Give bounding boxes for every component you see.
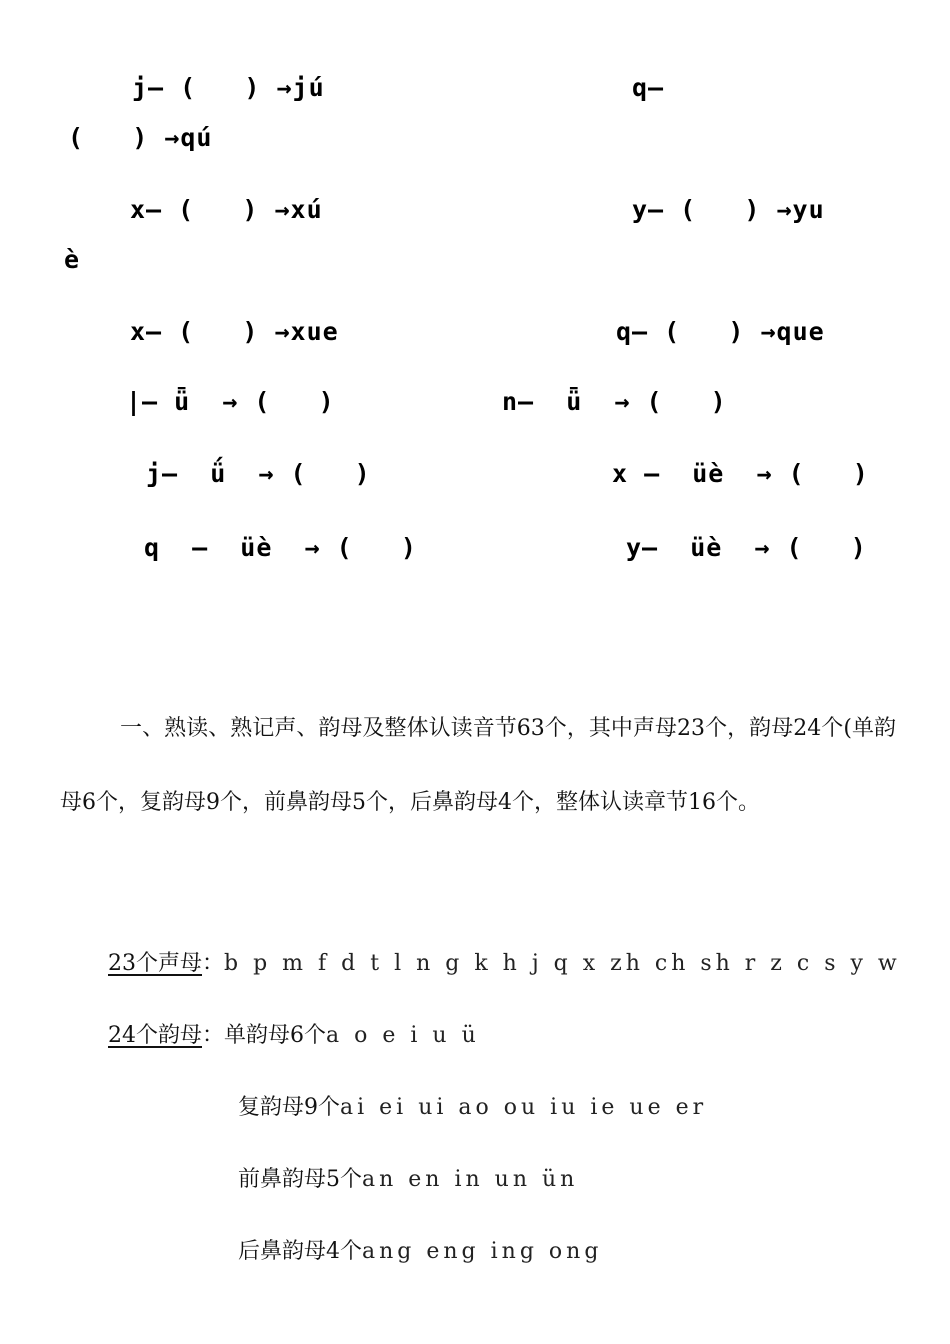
compound-finals-label: 复韵母9个	[238, 1095, 340, 1120]
exercise-1-right: q—	[632, 73, 665, 102]
exercise-4-left: |— ǖ → ( )	[126, 387, 335, 416]
exercise-6-left: q — üè → ( )	[144, 533, 417, 562]
finals-row	[108, 1020, 480, 1052]
compound-finals-row	[238, 1092, 707, 1124]
initials-label: 23个声母	[108, 951, 202, 976]
exercise-5-left: j— ǘ → ( )	[146, 459, 371, 488]
front-nasal-finals-row	[238, 1164, 578, 1196]
exercise-1-continuation: ( ) →qú	[68, 123, 213, 152]
exercise-2-right: y— ( ) →yu	[632, 195, 825, 224]
exercise-5-right: x — üè → ( )	[612, 459, 869, 488]
exercise-3-left: x— ( ) →xue	[130, 317, 339, 346]
back-nasal-finals-label: 后鼻韵母4个	[238, 1239, 362, 1264]
compound-finals-letters: ai ei ui ao ou iu ie ue er	[340, 1095, 708, 1120]
initials-letters: b p m f d t l n g k h j q x zh ch sh r z c s y w	[224, 951, 901, 976]
front-nasal-finals-letters: an en in un ün	[362, 1167, 579, 1192]
exercise-2-left: x— ( ) →xú	[130, 195, 323, 224]
initials-colon: ：	[202, 951, 225, 976]
simple-finals-letters: a o e i u ü	[326, 1023, 480, 1048]
intro-paragraph	[60, 692, 896, 840]
exercise-6-right: y— üè → ( )	[626, 533, 867, 562]
exercise-1-left: j— ( ) →jú	[132, 73, 325, 102]
back-nasal-finals-letters: ang eng ing ong	[362, 1239, 603, 1264]
initials-row	[108, 948, 901, 980]
exercise-3-right: q— ( ) →que	[616, 317, 825, 346]
intro-text: 一、熟读、熟记声、韵母及整体认读音节63个，其中声母23个，韵母24个(单韵母6个，复韵母9个，前鼻韵母5个，后鼻韵母4个，整体认读章节16个。	[60, 716, 896, 815]
back-nasal-finals-row	[238, 1236, 602, 1268]
front-nasal-finals-label: 前鼻韵母5个	[238, 1167, 362, 1192]
finals-label: 24个韵母	[108, 1023, 202, 1048]
exercise-2-continuation: è	[64, 245, 81, 274]
finals-colon: ：	[202, 1023, 225, 1048]
exercise-4-right: n— ǖ → ( )	[502, 387, 727, 416]
simple-finals-label: 单韵母6个	[224, 1023, 327, 1048]
